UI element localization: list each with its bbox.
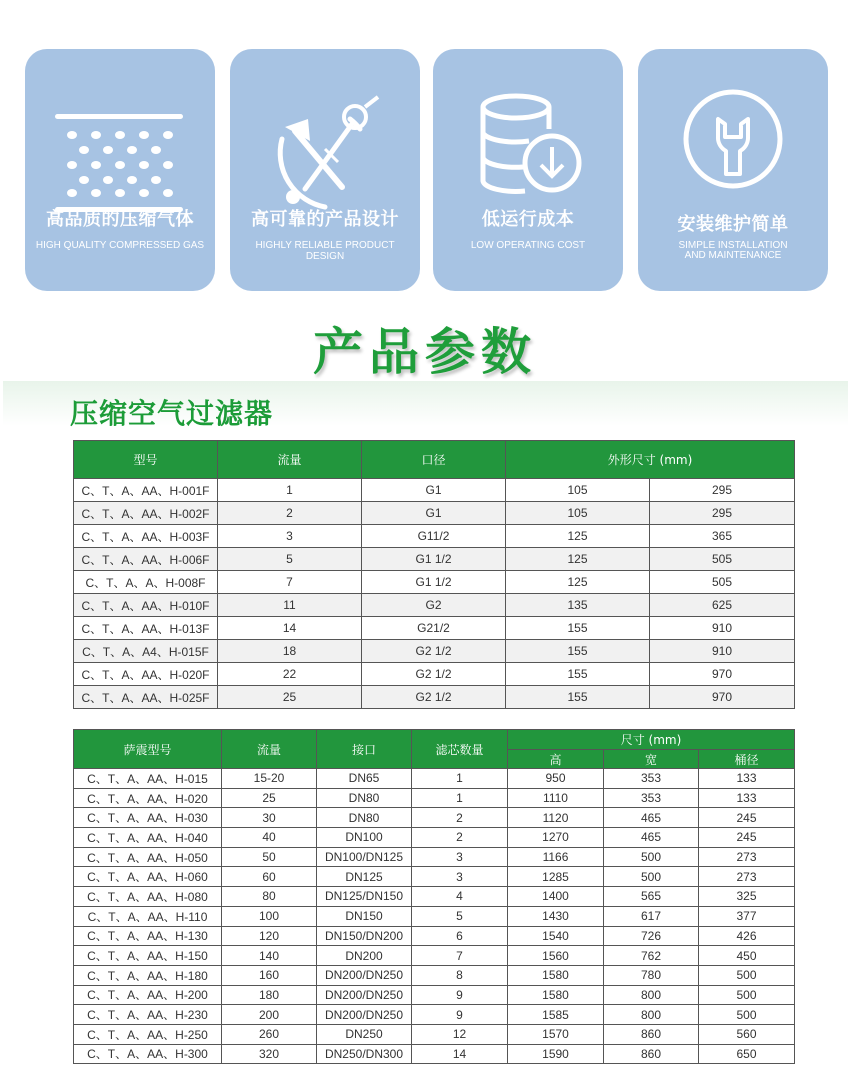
table-row: [74, 571, 795, 594]
feature-title-en: HIGH QUALITY COMPRESSED GAS: [35, 240, 205, 251]
table-cell: 1430: [508, 906, 604, 926]
table-cell: 500: [604, 847, 699, 867]
table-row: [74, 617, 795, 640]
table-cell: 800: [604, 985, 699, 1005]
table-cell: 5: [412, 906, 508, 926]
table-cell: C、T、A、AA、H-002F: [74, 502, 218, 525]
table-cell: 1270: [508, 828, 604, 848]
table-cell: G2 1/2: [362, 686, 506, 709]
table-cell: 1: [412, 788, 508, 808]
table-cell: 2: [412, 808, 508, 828]
table-cell: 3: [218, 525, 362, 548]
table-cell: C、T、A、AA、H-230: [74, 1005, 222, 1025]
table-row: [74, 1005, 795, 1025]
table-cell: 800: [604, 1005, 699, 1025]
table-cell: 120: [222, 926, 317, 946]
table-cell: 133: [699, 788, 795, 808]
feature-title-cn: 安装维护简单: [677, 214, 789, 235]
table-cell: 1540: [508, 926, 604, 946]
table-cell: 295: [650, 479, 795, 502]
table-cell: C、T、A、AA、H-025F: [74, 686, 218, 709]
table-cell: 60: [222, 867, 317, 887]
table-row: [74, 965, 795, 985]
table-cell: DN250: [317, 1024, 412, 1044]
table-cell: G2: [362, 594, 506, 617]
table-cell: 125: [506, 571, 650, 594]
feature-card-easy-maintenance: [638, 49, 828, 291]
table-cell: C、T、A、AA、H-200: [74, 985, 222, 1005]
table-cell: 125: [506, 525, 650, 548]
table-cell: G1 1/2: [362, 548, 506, 571]
table-cell: 910: [650, 640, 795, 663]
table-cell: 135: [506, 594, 650, 617]
header-dimensions: 外形尺寸 (mm): [506, 441, 795, 479]
table-cell: 9: [412, 985, 508, 1005]
header-model: 型号: [74, 441, 218, 479]
table-cell: 105: [506, 502, 650, 525]
table-cell: C、T、A、A、H-008F: [74, 571, 218, 594]
table-header-row: [74, 441, 795, 479]
table-row: [74, 663, 795, 686]
table-row: [74, 525, 795, 548]
table-cell: 762: [604, 946, 699, 966]
table-row: [74, 769, 795, 789]
table-cell: 625: [650, 594, 795, 617]
table-cell: 2: [412, 828, 508, 848]
table-cell: G1: [362, 502, 506, 525]
table-cell: 970: [650, 686, 795, 709]
table-row: [74, 640, 795, 663]
table-cell: C、T、A、AA、H-001F: [74, 479, 218, 502]
table-cell: 155: [506, 640, 650, 663]
table-row: [74, 1044, 795, 1064]
table-cell: 25: [222, 788, 317, 808]
table-cell: 1: [218, 479, 362, 502]
table-cell: C、T、A、AA、H-030: [74, 808, 222, 828]
table-cell: 180: [222, 985, 317, 1005]
subheader-width: 宽: [604, 750, 699, 769]
table-cell: 133: [699, 769, 795, 789]
table-cell: 140: [222, 946, 317, 966]
table-cell: DN150/DN200: [317, 926, 412, 946]
table-cell: 273: [699, 867, 795, 887]
table-cell: 1110: [508, 788, 604, 808]
table-cell: C、T、A、AA、H-006F: [74, 548, 218, 571]
table-cell: 1166: [508, 847, 604, 867]
table-cell: 353: [604, 788, 699, 808]
table-cell: 565: [604, 887, 699, 907]
table-cell: 295: [650, 502, 795, 525]
table-cell: 245: [699, 828, 795, 848]
feature-title-en-line1: SIMPLE INSTALLATION: [678, 240, 788, 251]
table-cell: C、T、A、AA、H-130: [74, 926, 222, 946]
table-cell: C、T、A、AA、H-003F: [74, 525, 218, 548]
table-cell: 125: [506, 548, 650, 571]
header-flow: 流量: [222, 730, 317, 769]
table-cell: C、T、A、AA、H-040: [74, 828, 222, 848]
table-cell: 245: [699, 808, 795, 828]
table-cell: C、T、A、AA、H-150: [74, 946, 222, 966]
table-cell: 15-20: [222, 769, 317, 789]
table-row: [74, 887, 795, 907]
table-cell: 500: [604, 867, 699, 887]
feature-card-reliable-design: [230, 49, 420, 291]
table-cell: 910: [650, 617, 795, 640]
table-cell: 100: [222, 906, 317, 926]
table-row: [74, 985, 795, 1005]
table-cell: 30: [222, 808, 317, 828]
table-cell: C、T、A、AA、H-015: [74, 769, 222, 789]
table-cell: C、T、A、AA、H-180: [74, 965, 222, 985]
table-cell: 273: [699, 847, 795, 867]
table-cell: 260: [222, 1024, 317, 1044]
table-cell: 860: [604, 1044, 699, 1064]
table-cell: 500: [699, 965, 795, 985]
wrench-icon: [638, 69, 828, 229]
table-row: [74, 906, 795, 926]
feature-title-en: HIGHLY RELIABLE PRODUCT DESIGN: [255, 240, 395, 262]
table-cell: 22: [218, 663, 362, 686]
table-cell: 365: [650, 525, 795, 548]
table-cell: 40: [222, 828, 317, 848]
table-cell: C、T、A、AA、H-080: [74, 887, 222, 907]
table-cell: C、T、A、AA、H-013F: [74, 617, 218, 640]
table-cell: 450: [699, 946, 795, 966]
table-cell: 1570: [508, 1024, 604, 1044]
table-cell: DN150: [317, 906, 412, 926]
table-cell: 1590: [508, 1044, 604, 1064]
table-row: [74, 1024, 795, 1044]
table-cell: 970: [650, 663, 795, 686]
table-cell: DN125/DN150: [317, 887, 412, 907]
table-cell: 1120: [508, 808, 604, 828]
table-cell: DN65: [317, 769, 412, 789]
table-cell: 25: [218, 686, 362, 709]
table-row: [74, 867, 795, 887]
table-cell: C、T、A、AA、H-110: [74, 906, 222, 926]
table-cell: G2 1/2: [362, 663, 506, 686]
separator-spec-table: [73, 729, 795, 1064]
table-row: [74, 548, 795, 571]
table-cell: DN100: [317, 828, 412, 848]
table-cell: DN200/DN250: [317, 1005, 412, 1025]
table-cell: 860: [604, 1024, 699, 1044]
feature-title-en-line2: AND MAINTENANCE: [684, 250, 782, 261]
table-cell: 155: [506, 686, 650, 709]
table-cell: 465: [604, 808, 699, 828]
table-cell: 780: [604, 965, 699, 985]
header-flow: 流量: [218, 441, 362, 479]
table-cell: 105: [506, 479, 650, 502]
table-cell: 500: [699, 1005, 795, 1025]
table-cell: 1: [412, 769, 508, 789]
table-cell: DN200/DN250: [317, 985, 412, 1005]
table-cell: 377: [699, 906, 795, 926]
table-cell: 9: [412, 1005, 508, 1025]
table-cell: DN125: [317, 867, 412, 887]
feature-title-cn: 高品质的压缩气体: [46, 209, 194, 230]
feature-cards: [0, 0, 850, 300]
table-cell: G1: [362, 479, 506, 502]
table-cell: 200: [222, 1005, 317, 1025]
table-cell: 5: [218, 548, 362, 571]
feature-card-low-cost: [433, 49, 623, 291]
table-cell: C、T、A、AA、H-300: [74, 1044, 222, 1064]
table-cell: 505: [650, 548, 795, 571]
section-subtitle: 压缩空气过滤器: [70, 397, 274, 430]
table-cell: 1585: [508, 1005, 604, 1025]
table-cell: 7: [412, 946, 508, 966]
table-row: [74, 808, 795, 828]
table-cell: 1560: [508, 946, 604, 966]
table-cell: DN100/DN125: [317, 847, 412, 867]
table-cell: 617: [604, 906, 699, 926]
header-dimensions: 尺寸 (mm): [508, 730, 795, 750]
table-cell: C、T、A、AA、H-020F: [74, 663, 218, 686]
table-cell: C、T、A、AA、H-020: [74, 788, 222, 808]
table-cell: 325: [699, 887, 795, 907]
table-cell: 155: [506, 617, 650, 640]
table-cell: 726: [604, 926, 699, 946]
page-heading: 产品参数: [313, 323, 537, 381]
table-cell: 14: [412, 1044, 508, 1064]
table-cell: 353: [604, 769, 699, 789]
table-cell: DN80: [317, 788, 412, 808]
table-cell: DN200/DN250: [317, 965, 412, 985]
table-cell: 18: [218, 640, 362, 663]
table-row: [74, 788, 795, 808]
table-row: [74, 686, 795, 709]
table-cell: 3: [412, 867, 508, 887]
table-cell: 950: [508, 769, 604, 789]
table-cell: 50: [222, 847, 317, 867]
table-cell: 465: [604, 828, 699, 848]
table-cell: 80: [222, 887, 317, 907]
table-row: [74, 502, 795, 525]
header-connection: 接口: [317, 730, 412, 769]
table-row: [74, 594, 795, 617]
table-cell: 4: [412, 887, 508, 907]
header-port: 口径: [362, 441, 506, 479]
table-cell: 12: [412, 1024, 508, 1044]
header-element-count: 滤芯数量: [412, 730, 508, 769]
table-cell: C、T、A、AA、H-060: [74, 867, 222, 887]
table-cell: G1 1/2: [362, 571, 506, 594]
table-cell: 1285: [508, 867, 604, 887]
filter-spec-table: [73, 440, 795, 709]
table-cell: 1400: [508, 887, 604, 907]
table-cell: 560: [699, 1024, 795, 1044]
table-cell: 1580: [508, 965, 604, 985]
table-cell: G21/2: [362, 617, 506, 640]
table-row: [74, 847, 795, 867]
feature-title-cn: 低运行成本: [481, 209, 575, 230]
feature-title-cn: 高可靠的产品设计: [251, 209, 399, 230]
table-cell: C、T、A、AA、H-050: [74, 847, 222, 867]
table-row: [74, 946, 795, 966]
table-cell: DN250/DN300: [317, 1044, 412, 1064]
table-cell: 320: [222, 1044, 317, 1064]
table-cell: 500: [699, 985, 795, 1005]
table-row: [74, 828, 795, 848]
table-row: [74, 926, 795, 946]
table-cell: 1580: [508, 985, 604, 1005]
subheader-height: 高: [508, 750, 604, 769]
table-cell: G2 1/2: [362, 640, 506, 663]
table-cell: 3: [412, 847, 508, 867]
table-cell: DN200: [317, 946, 412, 966]
table-cell: 155: [506, 663, 650, 686]
feature-card-compressed-gas: [25, 49, 215, 291]
feature-title-en: LOW OPERATING COST: [470, 240, 586, 251]
table-cell: C、T、A、AA、H-010F: [74, 594, 218, 617]
table-cell: DN80: [317, 808, 412, 828]
table-cell: 11: [218, 594, 362, 617]
table-cell: 7: [218, 571, 362, 594]
table-cell: C、T、A、AA、H-250: [74, 1024, 222, 1044]
header-model: 萨震型号: [74, 730, 222, 769]
table-cell: 505: [650, 571, 795, 594]
subheader-diameter: 桶径: [699, 750, 795, 769]
table-cell: 8: [412, 965, 508, 985]
table-row: [74, 479, 795, 502]
table-cell: 6: [412, 926, 508, 946]
table-cell: G11/2: [362, 525, 506, 548]
table-cell: 14: [218, 617, 362, 640]
table-cell: 2: [218, 502, 362, 525]
table-cell: 426: [699, 926, 795, 946]
table-cell: 650: [699, 1044, 795, 1064]
table-cell: C、T、A、A4、H-015F: [74, 640, 218, 663]
table-header-row: [74, 730, 795, 750]
table-cell: 160: [222, 965, 317, 985]
